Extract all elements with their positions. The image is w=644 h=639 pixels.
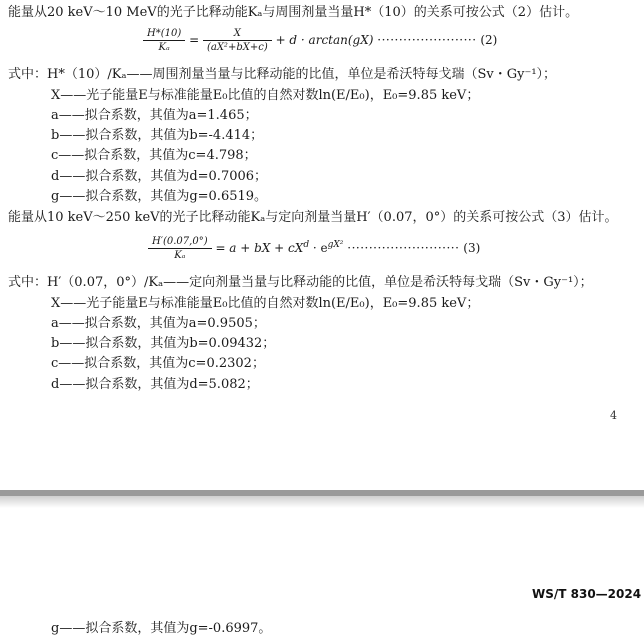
formula3-exp-base: · e <box>309 241 328 255</box>
formula3-coef-b: b——拟合系数，其值为b=0.09432； <box>51 336 276 351</box>
formula2-rhs-tail: + d · arctan(gX) <box>275 33 374 47</box>
page-break-shadow <box>0 496 644 508</box>
formula2-lhs-denominator: Kₐ <box>158 42 170 53</box>
paragraph-formula2-intro: 能量从20 keV～10 MeV的光子比释动能Kₐ与周围剂量当量H*（10）的关系可按公式（2）估计。 <box>8 5 579 20</box>
formula3-where-line: 式中：H′（0.07，0°）/Kₐ——定向剂量当量与比释动能的比值，单位是希沃特每戈瑞（Sv・Gy⁻¹）； <box>8 275 593 290</box>
formula3-lhs-denominator: Kₐ <box>174 250 186 261</box>
formula3-var-x: X——光子能量E与标准能量E₀比值的自然对数ln(E/E₀)，E₀=9.85 keV； <box>51 296 480 311</box>
formula2-rhs-numerator: X <box>203 28 272 41</box>
formula2-rhs-fraction <box>203 28 272 53</box>
formula3-leader-dots: ·························· <box>347 241 460 255</box>
formula2-number: (2) <box>480 33 498 47</box>
formula-3 <box>148 236 480 261</box>
formula3-lhs-numerator: H′(0.07,0°) <box>148 236 212 249</box>
standard-code-header: WS/T 830—2024 <box>532 587 642 601</box>
formula3-coef-g: g——拟合系数，其值为g=-0.6997。 <box>51 621 272 636</box>
formula2-coef-d: d——拟合系数，其值为d=0.7006； <box>51 169 268 184</box>
formula3-exp-d: d <box>303 240 310 250</box>
formula2-where-line: 式中：H*（10）/Kₐ——周围剂量当量与比释动能的比值，单位是希沃特每戈瑞（Sv・Gy⁻¹）； <box>8 67 557 82</box>
formula3-coef-d: d——拟合系数，其值为d=5.082； <box>51 377 259 392</box>
formula3-rhs: = a + bX + cX <box>215 241 304 255</box>
formula2-lhs-numerator: H*(10) <box>143 28 185 41</box>
formula2-coef-b: b——拟合系数，其值为b=-4.414； <box>51 128 264 143</box>
formula2-rhs-denominator: (aX²+bX+c) <box>206 42 268 53</box>
paragraph-formula3-intro: 能量从10 keV～250 keV的光子比释动能Kₐ与定向剂量当量H′（0.07，0°）的关系可按公式（3）估计。 <box>8 210 618 225</box>
formula2-leader-dots: ······················· <box>377 33 477 47</box>
formula2-coef-g: g——拟合系数，其值为g=0.6519。 <box>51 189 268 204</box>
formula2-coef-a: a——拟合系数，其值为a=1.465； <box>51 108 258 123</box>
formula2-var-x: X——光子能量E与标准能量E₀比值的自然对数ln(E/E₀)，E₀=9.85 keV； <box>51 88 480 103</box>
formula3-coef-a: a——拟合系数，其值为a=0.9505； <box>51 316 266 331</box>
formula3-number: (3) <box>463 241 481 255</box>
page-number: 4 <box>610 409 617 422</box>
formula3-lhs-fraction <box>148 236 212 261</box>
formula2-equals: = <box>189 33 203 47</box>
formula3-exp-g: gX² <box>327 240 344 250</box>
formula-2 <box>143 28 497 53</box>
formula2-lhs-fraction <box>143 28 185 53</box>
formula2-coef-c: c——拟合系数，其值为c=4.798； <box>51 148 257 163</box>
formula3-coef-c: c——拟合系数，其值为c=0.2302； <box>51 356 265 371</box>
